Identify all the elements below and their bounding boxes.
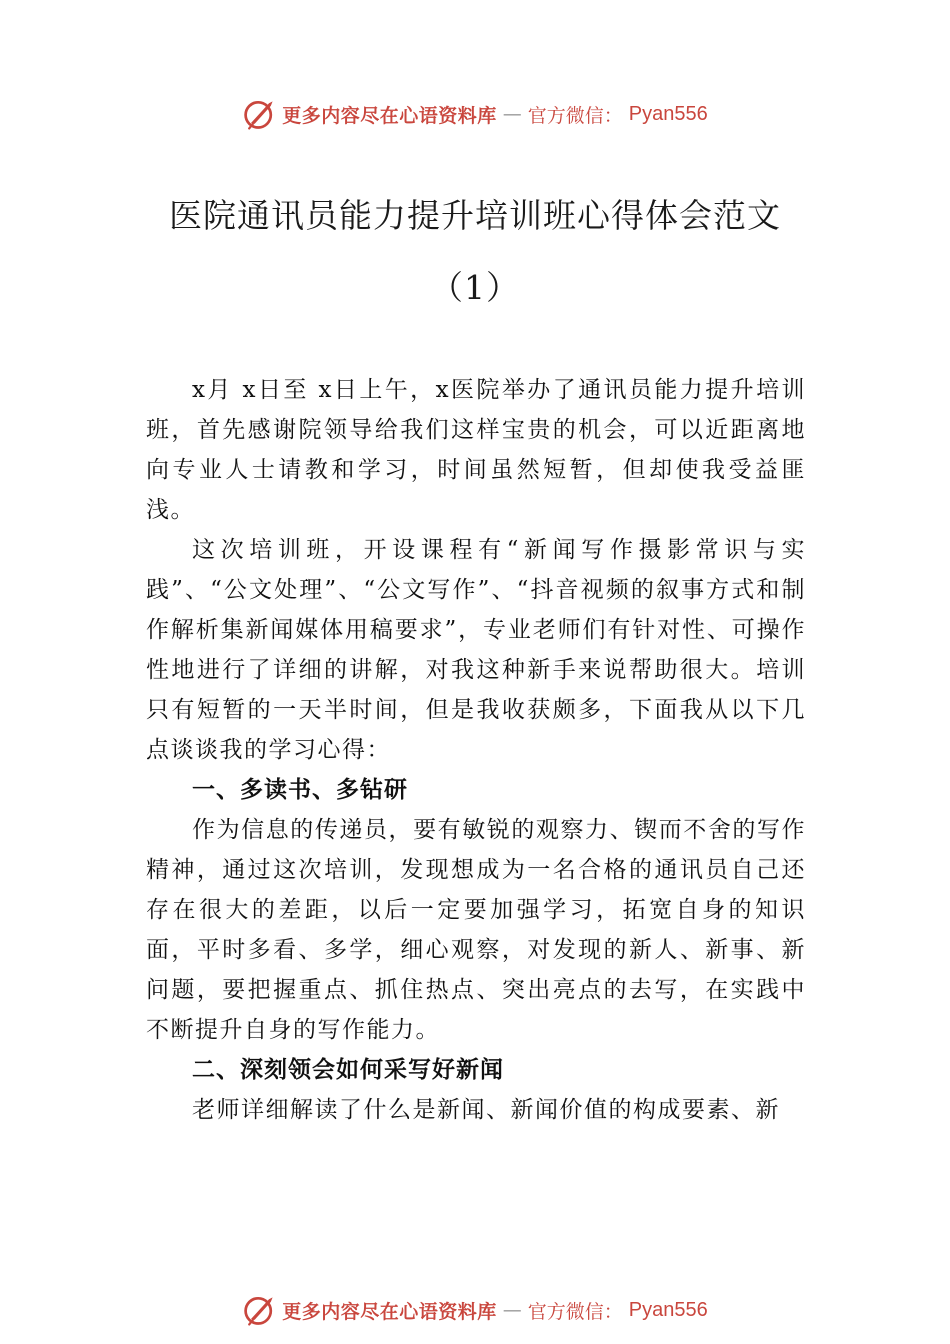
banner-text: 更多内容尽在心语资料库: [282, 1300, 497, 1323]
paragraph: x月 x日至 x日上午，x医院举办了通讯员能力提升培训班，首先感谢院领导给我们这样宝贵的机会，可以近距离地向专业人士请教和学习，时间虽然短暂，但却使我受益匪浅。: [146, 377, 806, 523]
section-heading: 一、多读书、多钻研: [192, 777, 408, 803]
banner-text: 更多内容尽在心语资料库: [282, 104, 497, 127]
header-banner: [0, 94, 950, 134]
banner-wechat-label: 官方微信：: [527, 1300, 623, 1323]
footer-banner: [0, 1290, 950, 1330]
paragraph: 老师详细解读了什么是新闻、新闻价值的构成要素、新: [192, 1097, 780, 1123]
banner-wechat-id: Pyan556: [628, 102, 708, 125]
paragraph: 这次培训班，开设课程有“新闻写作摄影常识与实践”、“公文处理”、“公文写作”、“抖音视频的叙事方式和制作解析集新闻媒体用稿要求”，专业老师们有针对性、可操作性地进行了详细的讲解，对我这种新手来说帮助很大。培训只有短暂的一天半时间，但是我收获颇多，下面我从以下几点谈谈我的学习心得：: [146, 537, 806, 763]
banner-wechat-id: Pyan556: [628, 1298, 708, 1321]
document-body: [146, 370, 806, 1130]
section-heading: 二、深刻领会如何采写好新闻: [192, 1057, 504, 1083]
document-title: 医院通讯员能力提升培训班心得体会范文: [169, 196, 781, 235]
banner-separator: —: [502, 1299, 522, 1321]
feather-pen-logo-icon: [242, 1292, 278, 1328]
document-title-number: （1）: [430, 268, 520, 307]
paragraph: 作为信息的传递员，要有敏锐的观察力、锲而不舍的写作精神，通过这次培训，发现想成为一名合格的通讯员自己还存在很大的差距，以后一定要加强学习，拓宽自身的知识面，平时多看、多学，细心观察，对发现的新人、新事、新问题，要把握重点、抓住热点、突出亮点的去写，在实践中不断提升自身的写作能力。: [146, 817, 806, 1043]
banner-wechat-label: 官方微信：: [527, 104, 623, 127]
feather-pen-logo-icon: [242, 96, 278, 132]
banner-separator: —: [502, 103, 522, 125]
